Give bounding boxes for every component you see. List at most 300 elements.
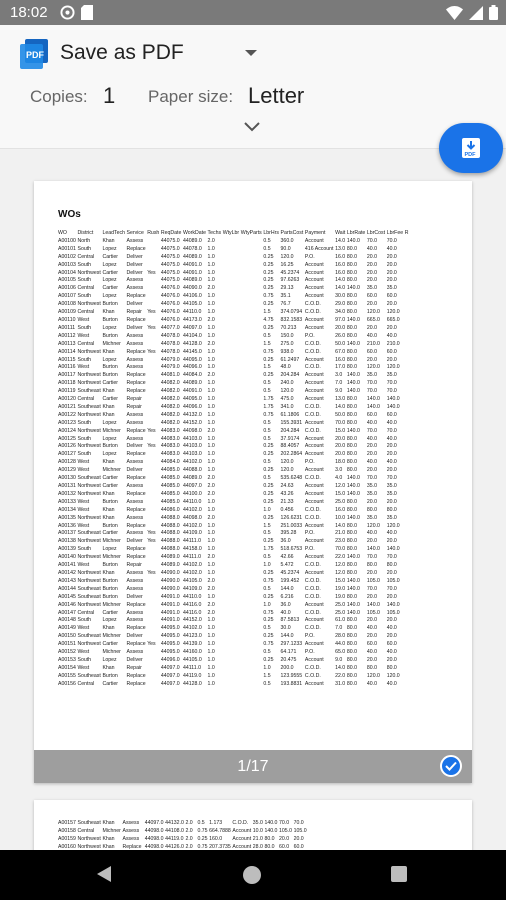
copies-value[interactable]: 1 [103, 83, 116, 108]
table-cell: 80.0 [346, 498, 357, 505]
table-cell: 2.0 [207, 585, 215, 592]
table-cell: 40.0 [386, 530, 397, 537]
table-cell: 43.26 [280, 490, 294, 497]
table-cell: Assess [126, 356, 144, 363]
table-cell: Yes [147, 538, 156, 545]
table-cell [241, 388, 264, 396]
table-cell [223, 491, 241, 499]
table-row [58, 491, 410, 499]
table-cell: 200.0 [280, 664, 294, 671]
table-cell [241, 617, 264, 625]
table-row [58, 828, 308, 836]
table-cell: A00141 [58, 562, 76, 569]
recent-apps-icon[interactable] [391, 866, 407, 882]
table-cell: 12.0 [335, 483, 346, 489]
table-cell: A00159 [58, 835, 76, 842]
table-cell [147, 625, 161, 633]
table-cell: 80.0 [366, 664, 378, 671]
table-cell: A00130 [58, 475, 76, 482]
table-cell: 80.0 [346, 538, 357, 545]
table-cell: 0.25 [263, 467, 274, 474]
table-row [58, 333, 410, 341]
table-cell [241, 554, 264, 562]
table-cell [241, 523, 264, 531]
table-cell: 150.0 [280, 332, 294, 339]
table-row [58, 436, 410, 444]
table-cell: 14.0 [335, 277, 346, 284]
table-cell: 22.0 [335, 554, 346, 561]
table-row [58, 459, 410, 467]
home-icon[interactable] [243, 866, 261, 884]
table-cell: Northwest [77, 843, 101, 850]
table-cell: 0.5 [263, 419, 271, 426]
table-cell: Lopez [102, 356, 117, 363]
table-cell: Replace [126, 625, 146, 632]
table-cell: 1.0 [207, 301, 215, 308]
table-cell: 2.0 [207, 340, 215, 347]
table-cell [241, 602, 264, 610]
table-cell: 2.0 [207, 554, 215, 561]
table-cell: Cartier [102, 269, 119, 276]
table-cell: 44123.0 [182, 633, 202, 640]
table-row [58, 546, 410, 554]
table-cell: 44075.0 [160, 261, 180, 268]
table-cell: Repair [126, 664, 142, 671]
table-cell: Northwest [77, 490, 101, 497]
table-cell: Central [77, 340, 95, 347]
table-cell: 35.0 [366, 490, 378, 497]
table-cell: 1.173 [209, 820, 223, 826]
table-cell: 44089.0 [182, 475, 202, 482]
table-cell: Khan [102, 835, 115, 842]
table-cell: Yes [147, 569, 156, 576]
table-cell: 144.0 [280, 633, 294, 640]
table-cell: 0.5 [263, 459, 271, 466]
table-cell: 97.6263 [280, 277, 300, 284]
table-cell: Assess [126, 585, 144, 592]
table-cell: 44096.0 [160, 656, 180, 663]
svg-text:PDF: PDF [26, 50, 44, 60]
table-cell: 44079.0 [160, 364, 180, 371]
table-cell: 1.75 [263, 403, 274, 410]
table-cell: A00110 [58, 316, 76, 323]
table-cell: 44088.0 [160, 522, 180, 529]
table-cell: 0.25 [263, 656, 274, 663]
table-cell: 80.0 [346, 546, 357, 553]
table-cell: 1.0 [207, 562, 215, 569]
table-cell: Northwest [77, 641, 101, 648]
table-row [58, 625, 410, 633]
table-cell: Northwest [77, 427, 101, 434]
table-cell: Lopez [102, 277, 117, 284]
table-cell: 44085.0 [160, 490, 180, 497]
table-cell: Burton [102, 562, 118, 569]
page-preview-1[interactable] [34, 181, 472, 783]
table-cell: 1.0 [207, 435, 215, 442]
table-cell: 0.5 [263, 680, 271, 687]
table-cell [147, 341, 161, 349]
table-cell: 1.5 [263, 522, 271, 529]
table-cell: South [77, 451, 92, 458]
pdf-download-icon [461, 137, 481, 159]
signal-icon [469, 6, 483, 20]
table-cell: 20.0 [335, 451, 346, 458]
table-row [58, 443, 410, 451]
table-row [58, 483, 410, 491]
table-cell: 204.284 [280, 427, 300, 434]
table-cell: 0.25 [263, 617, 274, 624]
table-cell: A00131 [58, 483, 76, 489]
table-cell: A00138 [58, 538, 76, 545]
table-cell: South [77, 356, 92, 363]
table-cell: 44089.0 [182, 253, 202, 260]
table-cell [147, 301, 161, 309]
table-cell: 44145.0 [182, 348, 202, 355]
table-cell: 44119.0 [182, 672, 202, 679]
table-cell: A00135 [58, 514, 76, 521]
table-cell: Central [77, 680, 95, 687]
page-selected-checkbox[interactable] [440, 755, 462, 777]
table-cell: A00120 [58, 396, 76, 403]
table-cell: 50.0 [335, 340, 346, 347]
table-cell: 120.0 [280, 253, 294, 260]
table-cell: C.O.D. [304, 403, 321, 410]
table-cell: Lopez [102, 435, 117, 442]
table-cell: 120.0 [386, 309, 400, 316]
table-cell: 44139.0 [182, 641, 202, 648]
table-cell [223, 467, 241, 475]
table-cell: P.O. [304, 546, 315, 553]
table-cell [241, 270, 264, 278]
column-header: Service [126, 230, 144, 236]
table-cell [223, 483, 241, 491]
table-cell: 44116.0 [182, 609, 202, 616]
table-cell: 80.0 [346, 593, 357, 600]
table-cell: 60.0 [386, 641, 397, 648]
table-cell: West [77, 664, 90, 671]
table-cell: 20.0 [386, 277, 397, 284]
table-cell: 44089.0 [160, 562, 180, 569]
table-cell [241, 420, 264, 428]
table-cell: Assess [122, 820, 140, 826]
table-cell: 44108.0 [165, 827, 184, 834]
table-cell: 0.5 [263, 245, 271, 252]
table-cell: C.O.D. [304, 577, 321, 584]
table-cell [241, 491, 264, 499]
table-cell: Account [304, 285, 324, 292]
table-cell: 44097.0 [182, 324, 202, 331]
expand-options-icon[interactable] [244, 122, 260, 132]
table-cell: 44098.0 [144, 843, 164, 850]
table-cell: West [77, 467, 90, 474]
table-cell: 44088.0 [160, 538, 180, 545]
table-cell: 44128.0 [182, 680, 202, 687]
table-cell: 50.0 [335, 411, 346, 418]
table-cell: 44097.0 [160, 680, 180, 687]
table-cell [147, 649, 161, 657]
table-cell: 20.0 [335, 435, 346, 442]
table-cell: Assess [126, 411, 144, 418]
table-cell: 40.0 [386, 680, 397, 687]
table-cell: 40.0 [386, 332, 397, 339]
status-time: 18:02 [10, 4, 48, 21]
table-cell: 80.0 [346, 364, 357, 371]
table-cell: 44110.0 [182, 593, 202, 600]
table-cell: Account [232, 827, 252, 834]
table-cell [241, 649, 264, 657]
table-cell: 44088.0 [160, 546, 180, 553]
table-cell: 0.25 [263, 490, 274, 497]
table-cell: 40.0 [386, 649, 397, 656]
table-cell: 240.0 [280, 380, 294, 387]
table-cell: 140.0 [346, 483, 360, 489]
column-header: LbrRate [346, 230, 366, 236]
table-cell: 140.0 [346, 577, 360, 584]
table-cell: 70.0 [366, 237, 378, 244]
table-cell: South [77, 419, 92, 426]
dropdown-arrow-icon[interactable] [244, 49, 258, 57]
destination-selector[interactable]: Save as PDF [60, 41, 184, 64]
column-header: LbrHrs [263, 230, 279, 236]
table-cell: 20.0 [386, 538, 397, 545]
table-row [58, 301, 410, 309]
table-cell: 20.0 [386, 443, 397, 450]
table-cell: 44105.0 [182, 656, 202, 663]
table-cell: Northwest [77, 443, 101, 450]
table-cell: 0.75 [197, 843, 208, 850]
table-cell: 1.0 [207, 506, 215, 513]
table-cell: 1.0 [207, 332, 215, 339]
table-cell: Assess [126, 340, 144, 347]
table-cell: 44097.0 [182, 483, 202, 489]
table-cell: 204.284 [280, 372, 300, 379]
table-cell: 140.0 [346, 585, 360, 592]
table-cell: 35.0 [386, 514, 397, 521]
table-cell [241, 285, 264, 293]
table-cell: A00143 [58, 577, 76, 584]
table-cell [223, 428, 241, 436]
table-cell: Lopez [102, 656, 117, 663]
table-cell: 44075.0 [160, 253, 180, 260]
table-cell: 80.0 [386, 664, 397, 671]
table-cell: 20.0 [366, 269, 378, 276]
table-cell: 1.0 [263, 562, 271, 569]
table-cell: P.O. [304, 649, 315, 656]
table-cell: 20.0 [386, 261, 397, 268]
table-cell [241, 610, 264, 618]
table-cell [147, 372, 161, 380]
table-row [58, 238, 410, 246]
table-cell: 2.0 [207, 285, 215, 292]
table-cell: 1.0 [207, 348, 215, 355]
table-cell: A00100 [58, 237, 76, 244]
table-cell [223, 325, 241, 333]
table-cell: Assess [126, 569, 144, 576]
table-cell: A00156 [58, 680, 76, 687]
column-header: LeadTech [102, 230, 125, 236]
table-cell: 20.0 [386, 356, 397, 363]
table-cell: 140.0 [346, 601, 360, 608]
table-cell: 120.0 [280, 388, 294, 395]
table-cell: 1.0 [207, 593, 215, 600]
table-cell: 30.0 [335, 293, 346, 300]
table-cell: 0.5 [263, 427, 271, 434]
table-cell [223, 341, 241, 349]
table-cell: 140.0 [386, 601, 400, 608]
table-cell: Cartier [102, 609, 119, 616]
table-cell: 44082.0 [160, 403, 180, 410]
table-cell: 61.0 [335, 617, 346, 624]
table-cell [147, 277, 161, 285]
table-cell: Deliver [126, 467, 143, 474]
table-cell: Northwest [77, 372, 101, 379]
table-cell: A00111 [58, 324, 76, 331]
table-cell: 44103.0 [182, 435, 202, 442]
table-cell: 80.0 [346, 324, 357, 331]
table-cell: 10.0 [252, 827, 263, 834]
table-cell: Yes [147, 641, 156, 648]
table-cell [241, 681, 264, 689]
table-cell: A00126 [58, 443, 76, 450]
table-cell: 0.5 [263, 625, 271, 632]
table-row [58, 610, 410, 618]
table-cell [241, 396, 264, 404]
table-cell: Northwest [77, 538, 101, 545]
table-row [58, 262, 410, 270]
table-cell: 0.75 [263, 641, 274, 648]
table-cell: A00142 [58, 569, 76, 576]
table-cell: 126.6231 [280, 514, 303, 521]
table-cell: 140.0 [346, 340, 360, 347]
table-row [58, 499, 410, 507]
copies-label: Copies: [30, 87, 88, 106]
table-cell: Replace [126, 245, 146, 252]
table-cell: Account [304, 443, 324, 450]
table-row [58, 681, 410, 689]
table-cell: 80.0 [346, 411, 357, 418]
table-cell: Khan [102, 309, 115, 316]
table-cell [223, 270, 241, 278]
table-cell [241, 317, 264, 325]
table-cell: Burton [102, 522, 118, 529]
table-cell: 22.0 [335, 672, 346, 679]
table-cell: 20.0 [279, 835, 290, 842]
table-cell: 120.0 [386, 672, 400, 679]
table-cell: 70.0 [366, 388, 378, 395]
table-row [58, 836, 308, 844]
table-row [58, 364, 410, 372]
table-cell [223, 349, 241, 357]
table-cell [241, 546, 264, 554]
table-row [58, 467, 410, 475]
table-cell: Assess [126, 483, 144, 489]
table-cell: Account [304, 467, 324, 474]
table-cell: 140.0 [366, 396, 380, 403]
table-cell: 44106.0 [182, 293, 202, 300]
table-cell: 20.0 [366, 356, 378, 363]
table-cell: 23.0 [335, 538, 346, 545]
table-cell: 44098.0 [182, 514, 202, 521]
table-cell: 35.0 [366, 372, 378, 379]
table-cell: South [77, 277, 92, 284]
table-cell: C.O.D. [304, 475, 321, 482]
table-row [58, 578, 410, 586]
table-cell: 105.0 [386, 609, 400, 616]
table-cell: 44173.0 [182, 316, 202, 323]
table-cell [147, 285, 161, 293]
table-cell: 35.0 [366, 483, 378, 489]
table-cell: 20.475 [280, 656, 297, 663]
table-cell: 20.0 [386, 451, 397, 458]
table-cell: 60.0 [386, 411, 397, 418]
table-cell: Burton [102, 593, 118, 600]
table-cell: 20.0 [366, 253, 378, 260]
table-cell: 4.0 [335, 475, 343, 482]
table-cell [223, 254, 241, 262]
table-cell: 88.4057 [280, 443, 300, 450]
table-cell: 0.25 [263, 372, 274, 379]
table-cell: 120.0 [366, 364, 380, 371]
table-cell: 0.75 [197, 827, 208, 834]
table-cell: 15.0 [335, 577, 346, 584]
table-cell: 1.75 [263, 396, 274, 403]
table-cell: C.O.D. [304, 585, 321, 592]
table-cell: 140.0 [264, 820, 278, 826]
table-cell: A00158 [58, 827, 76, 834]
table-cell: 44083.0 [160, 435, 180, 442]
table-cell [147, 681, 161, 689]
table-cell: 44097.0 [144, 820, 164, 826]
table-cell: 44086.0 [160, 506, 180, 513]
table-cell: 80.0 [346, 403, 357, 410]
table-cell: Northwest [77, 514, 101, 521]
table-cell: C.O.D. [304, 593, 321, 600]
table-cell: South [77, 245, 92, 252]
table-cell: Deliver [126, 593, 143, 600]
table-cell: Assess [126, 285, 144, 292]
table-cell: 80.0 [346, 332, 357, 339]
table-row [58, 246, 410, 254]
table-row [58, 649, 410, 657]
table-cell: P.O. [304, 530, 315, 537]
table-cell: 140.0 [366, 601, 380, 608]
back-icon[interactable] [96, 865, 112, 883]
download-pdf-button[interactable] [439, 123, 503, 173]
table-cell: 0.25 [263, 269, 274, 276]
table-cell: 20.0 [386, 569, 397, 576]
column-header: WtyLbr [222, 230, 240, 236]
table-cell: 17.0 [335, 364, 346, 371]
column-header: R [404, 230, 409, 236]
table-cell [241, 657, 264, 665]
table-cell: Khan [102, 569, 115, 576]
table-cell: 80.0 [346, 435, 357, 442]
paper-size-value[interactable]: Letter [248, 83, 305, 108]
table-cell: 4.75 [263, 316, 274, 323]
table-cell: 20.0 [366, 451, 378, 458]
table-cell: Assess [126, 332, 144, 339]
table-cell: 44102.0 [182, 625, 202, 632]
table-cell: 44095.0 [182, 396, 202, 403]
table-cell: A00144 [58, 585, 76, 592]
table-cell: 80.0 [346, 633, 357, 640]
table-cell [241, 246, 264, 254]
table-row [58, 673, 410, 681]
table-cell: 44100.0 [182, 490, 202, 497]
table-cell: 44091.0 [182, 261, 202, 268]
table-cell: P.O. [304, 332, 315, 339]
table-cell: C.O.D. [304, 609, 321, 616]
